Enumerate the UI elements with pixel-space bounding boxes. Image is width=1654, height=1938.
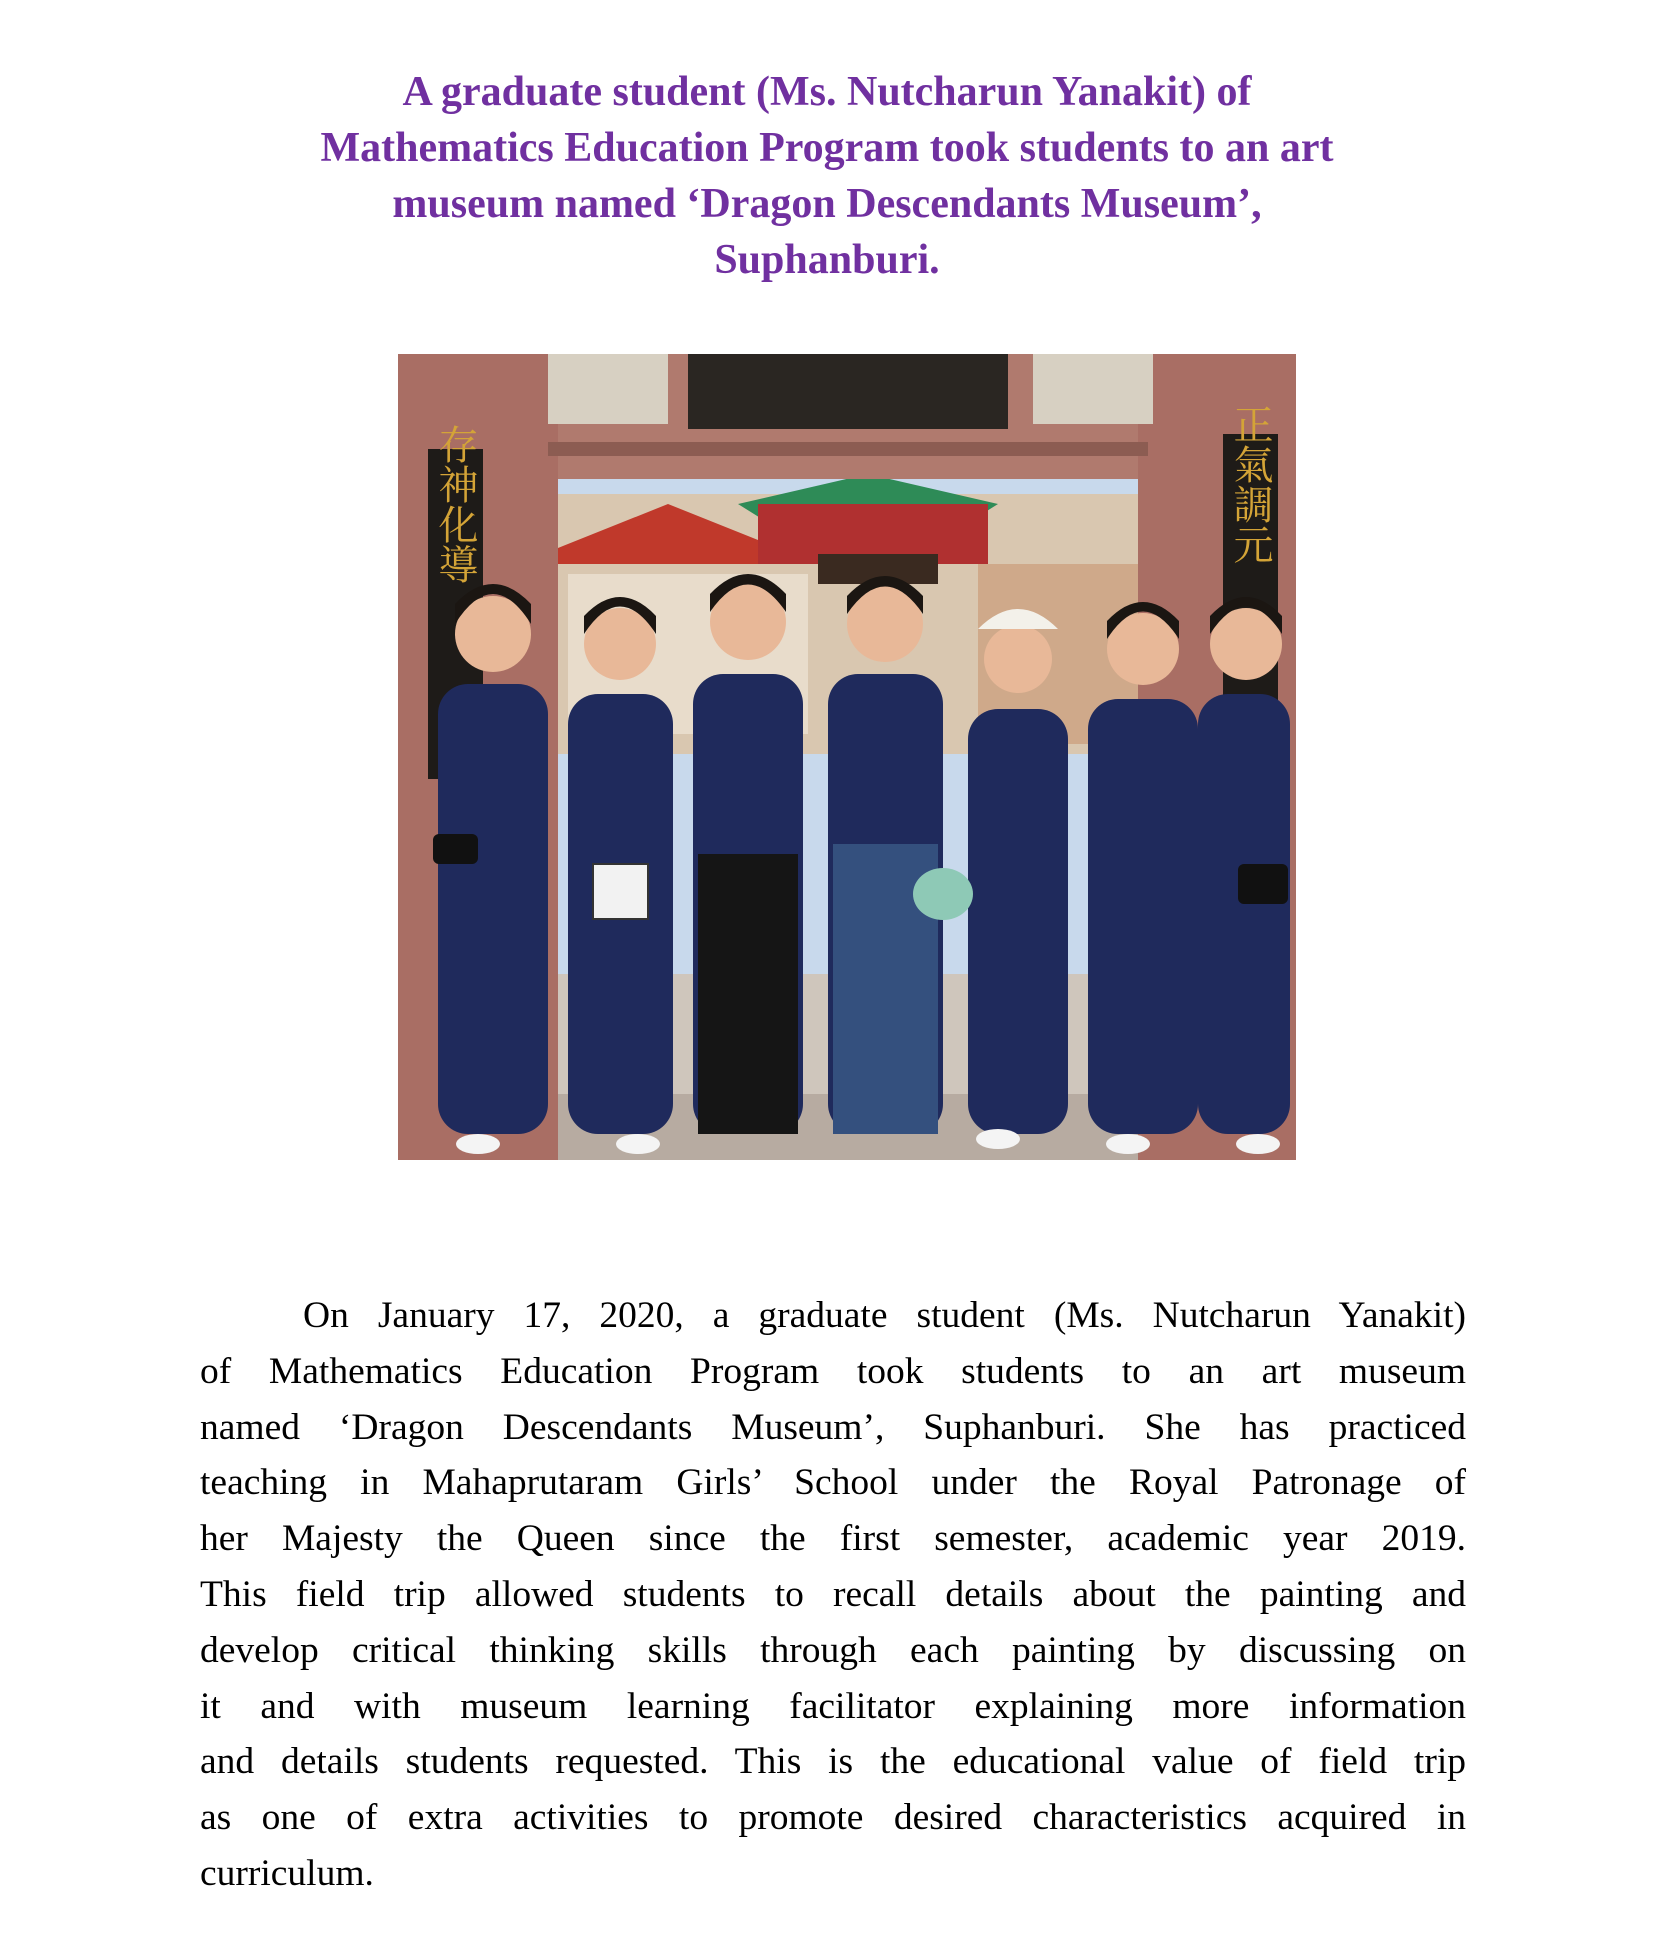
body-line: On January 17, 2020, a graduate student (Ms. Nutcharun Yanakit)	[303, 1295, 1466, 1336]
body-paragraph	[200, 1288, 1466, 1902]
body-line: curriculum.	[200, 1852, 374, 1894]
group-photo-illustration	[398, 354, 1296, 1160]
title-line: Suphanburi.	[714, 237, 940, 283]
body-line: of Mathematics Education Program took students to an art museum	[200, 1350, 1466, 1392]
group-photo	[398, 354, 1296, 1160]
body-line: develop critical thinking skills through each painting by discussing on	[200, 1629, 1466, 1671]
body-line: and details students requested. This is the educational value of field trip	[200, 1741, 1466, 1783]
page-title	[200, 64, 1454, 288]
title-line: A graduate student (Ms. Nutcharun Yanakit) of	[402, 69, 1252, 115]
left-banner-text: 存神化導	[432, 424, 478, 584]
body-line: teaching in Mahaprutaram Girls’ School under the Royal Patronage of	[200, 1462, 1466, 1504]
right-banner-text: 正氣調元	[1227, 404, 1273, 564]
body-line: it and with museum learning facilitator explaining more information	[200, 1685, 1466, 1727]
body-line: as one of extra activities to promote desired characteristics acquired in	[200, 1797, 1466, 1839]
body-line: named ‘Dragon Descendants Museum’, Suphanburi. She has practiced	[200, 1406, 1466, 1448]
title-line: Mathematics Education Program took students to an art	[320, 125, 1334, 171]
title-line: museum named ‘Dragon Descendants Museum’,	[392, 181, 1262, 227]
body-line: her Majesty the Queen since the first semester, academic year 2019.	[200, 1518, 1466, 1560]
body-line: This field trip allowed students to recall details about the painting and	[200, 1573, 1466, 1615]
